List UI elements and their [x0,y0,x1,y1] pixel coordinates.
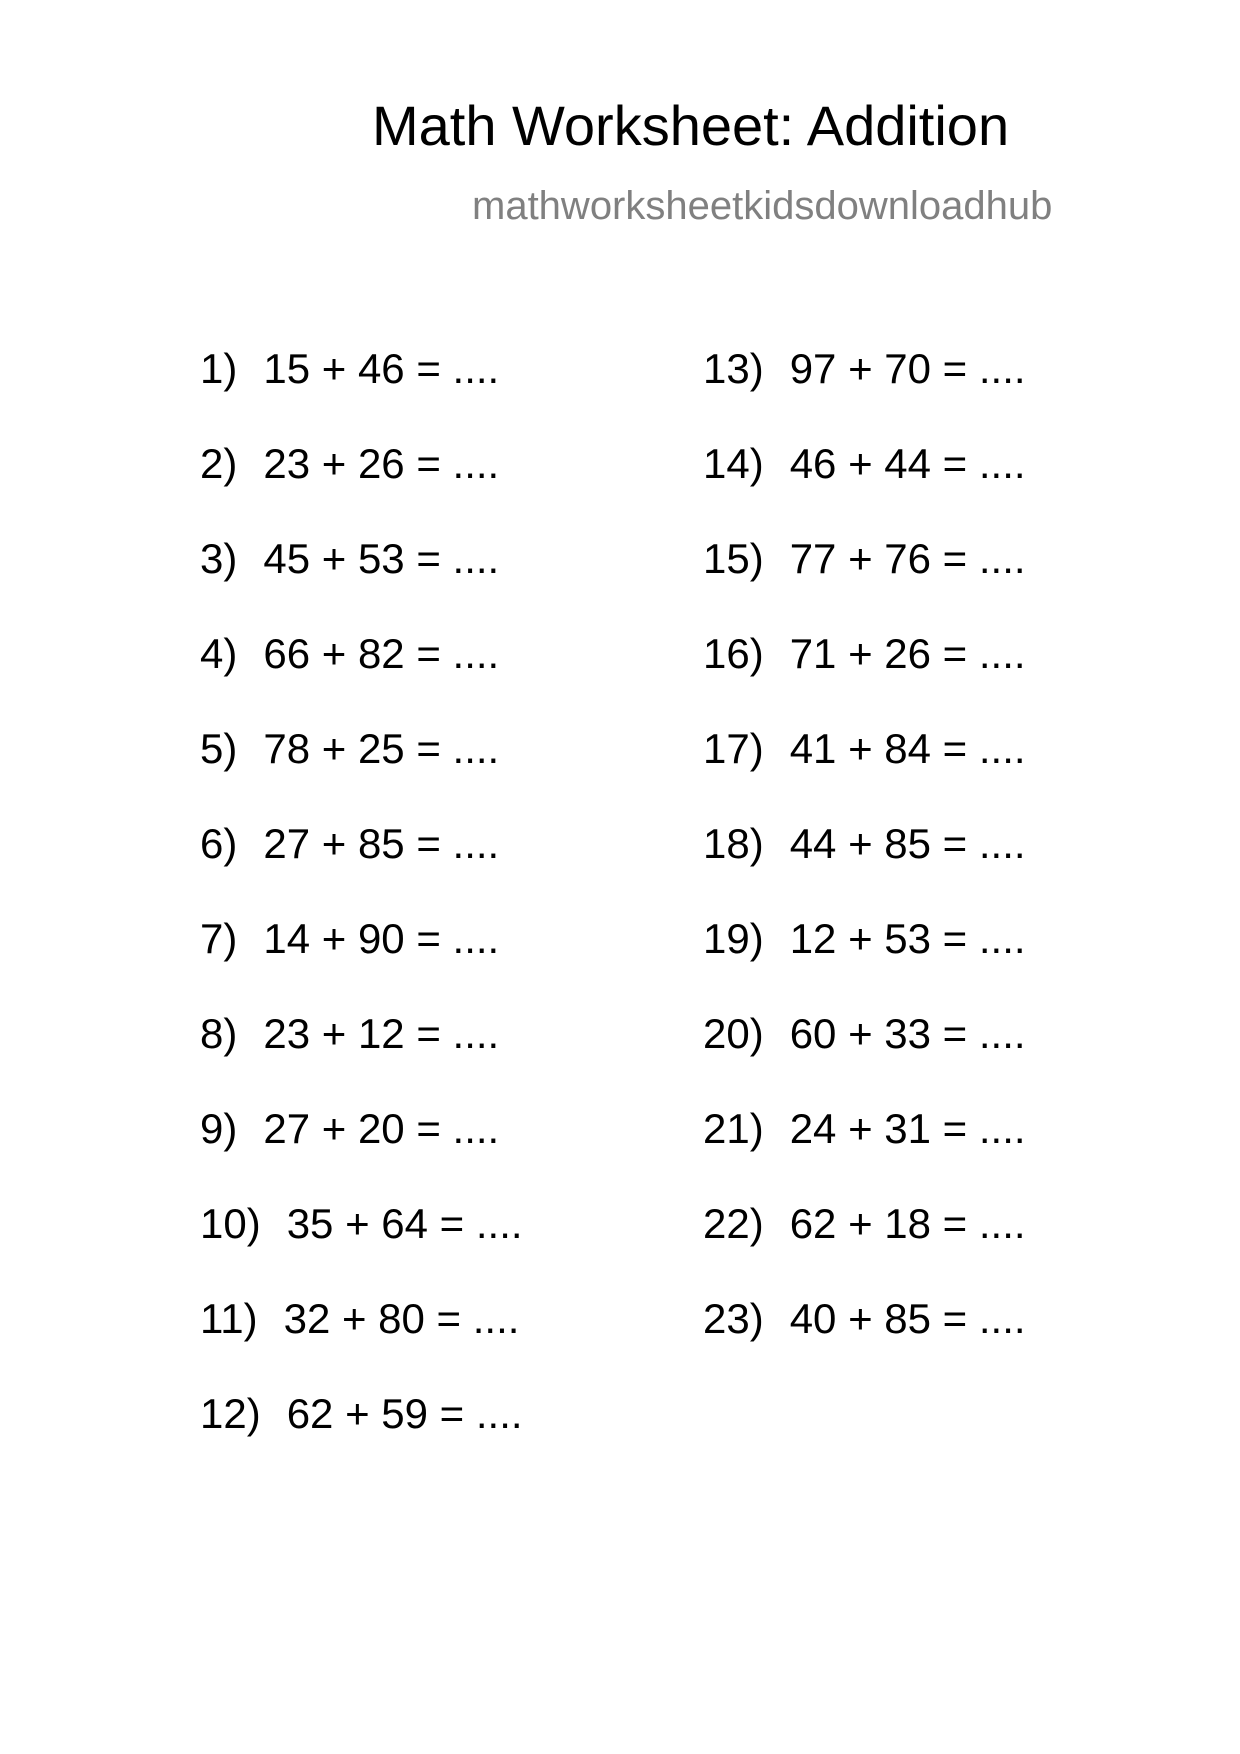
problem-number: 19) [703,915,764,962]
problem-number: 8) [200,1010,238,1057]
problem-expression: 46 + 44 = .... [789,440,1026,487]
problem-number: 9) [200,1105,238,1152]
problem-item [200,1105,523,1203]
problem-item [200,1295,523,1393]
problem-item [200,345,523,443]
problem-item [703,725,1026,823]
problem-number: 3) [200,535,238,582]
problem-item [703,440,1026,538]
problem-item [200,1010,523,1108]
problem-expression: 44 + 85 = .... [789,820,1026,867]
problem-item [200,440,523,538]
problem-item [200,1200,523,1298]
problem-number: 4) [200,630,238,677]
problem-expression: 60 + 33 = .... [789,1010,1026,1057]
problem-number: 7) [200,915,238,962]
problem-expression: 14 + 90 = .... [263,915,500,962]
problem-column-right [703,345,1026,1393]
problem-expression: 40 + 85 = .... [789,1295,1026,1342]
problem-number: 15) [703,535,764,582]
problem-item [703,345,1026,443]
problem-expression: 71 + 26 = .... [789,630,1026,677]
problem-number: 10) [200,1200,261,1247]
page-title: Math Worksheet: Addition [372,94,1010,157]
problem-number: 22) [703,1200,764,1247]
problem-expression: 23 + 12 = .... [263,1010,500,1057]
problem-number: 6) [200,820,238,867]
problem-number: 1) [200,345,238,392]
problem-expression: 62 + 18 = .... [789,1200,1026,1247]
problem-item [703,1200,1026,1298]
problem-expression: 78 + 25 = .... [263,725,500,772]
problem-number: 20) [703,1010,764,1057]
problem-number: 12) [200,1390,261,1437]
problem-number: 2) [200,440,238,487]
problem-expression: 23 + 26 = .... [263,440,500,487]
problem-expression: 35 + 64 = .... [286,1200,523,1247]
problem-expression: 32 + 80 = .... [283,1295,520,1342]
problem-expression: 24 + 31 = .... [789,1105,1026,1152]
problem-number: 13) [703,345,764,392]
problem-item [703,1010,1026,1108]
problem-item [703,820,1026,918]
problem-expression: 27 + 85 = .... [263,820,500,867]
problem-item [200,820,523,918]
problem-expression: 45 + 53 = .... [263,535,500,582]
problem-number: 16) [703,630,764,677]
problem-number: 21) [703,1105,764,1152]
problem-number: 5) [200,725,238,772]
problem-item [200,1390,523,1488]
problem-expression: 66 + 82 = .... [263,630,500,677]
problem-column-left [200,345,523,1488]
problem-item [200,725,523,823]
problem-expression: 41 + 84 = .... [789,725,1026,772]
problem-number: 18) [703,820,764,867]
problem-number: 14) [703,440,764,487]
problem-expression: 77 + 76 = .... [789,535,1026,582]
problem-expression: 62 + 59 = .... [286,1390,523,1437]
problem-expression: 12 + 53 = .... [789,915,1026,962]
problem-item [200,915,523,1013]
problem-number: 11) [200,1295,258,1342]
problem-number: 23) [703,1295,764,1342]
problem-item [703,1105,1026,1203]
problem-expression: 15 + 46 = .... [263,345,500,392]
problem-item [703,535,1026,633]
page-subtitle: mathworksheetkidsdownloadhub [472,184,1053,228]
problem-number: 17) [703,725,764,772]
problem-item [200,630,523,728]
problem-expression: 97 + 70 = .... [789,345,1026,392]
problem-item [703,915,1026,1013]
problem-item [200,535,523,633]
problem-item [703,1295,1026,1393]
problem-item [703,630,1026,728]
problem-expression: 27 + 20 = .... [263,1105,500,1152]
